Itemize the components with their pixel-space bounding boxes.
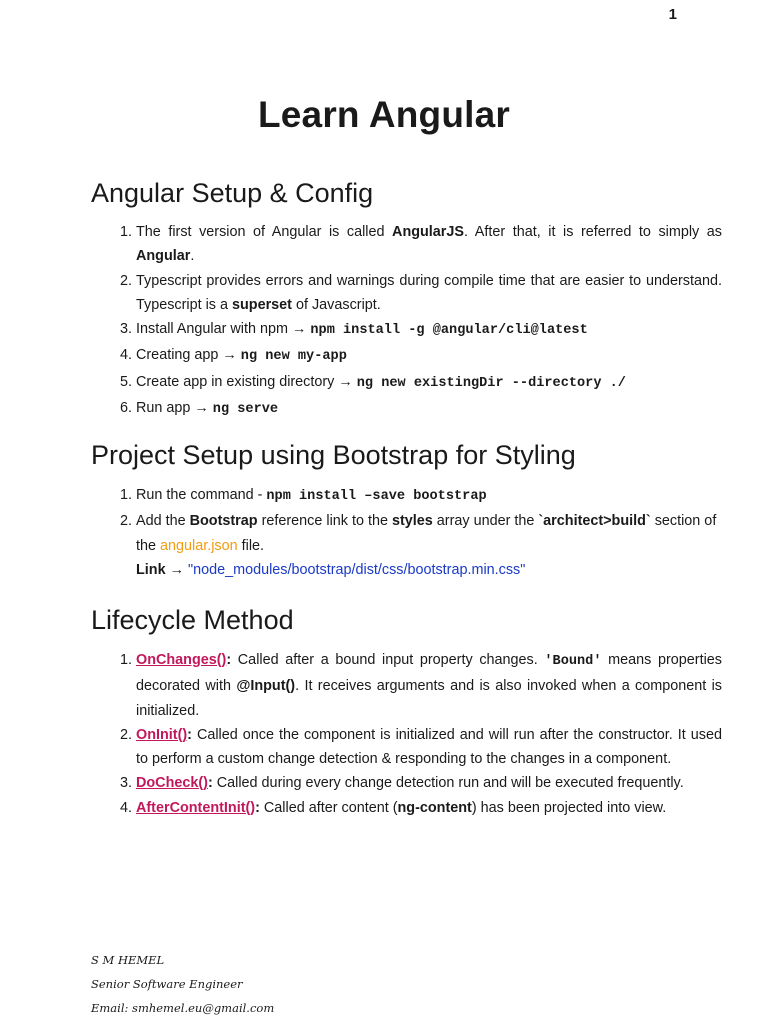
bold-term: Angular xyxy=(136,248,191,265)
section-heading-setup: Angular Setup & Config xyxy=(91,178,374,208)
item-text: means properties decorated with xyxy=(136,652,722,695)
code-snippet: 'Bound' xyxy=(544,654,602,669)
bold-term: `architect>build` xyxy=(538,513,651,530)
bold-term: styles xyxy=(391,513,433,530)
item-text: Run the command - xyxy=(136,487,267,503)
list-item xyxy=(136,269,722,318)
list-item xyxy=(136,220,722,269)
item-text: of Javascript. xyxy=(291,296,381,313)
page-number: 1 xyxy=(668,6,677,23)
item-text: Typescript provides errors and warnings during compile time that are easier to understand. Typescript is a xyxy=(136,272,722,313)
item-text: ) has been projected into view. xyxy=(471,799,667,816)
bold-term: ng-content xyxy=(397,799,472,816)
item-text: . xyxy=(190,248,195,265)
item-text: . It receives arguments and is also invoked when a component is initialized. xyxy=(136,678,722,719)
angular-json-link[interactable]: angular.json xyxy=(160,537,238,554)
link-label: Link xyxy=(136,561,166,578)
item-text: reference link to the xyxy=(257,513,392,530)
aftercontentinit-link[interactable]: AfterContentInit() xyxy=(136,799,256,816)
colon: : xyxy=(255,799,260,816)
code-snippet: npm install –save bootstrap xyxy=(266,489,487,504)
item-text: . After that, it is referred to simply as xyxy=(464,224,722,240)
list-item xyxy=(136,771,722,795)
item-text: Run app → xyxy=(136,400,213,417)
colon: : xyxy=(226,652,232,668)
colon: : xyxy=(187,726,192,743)
arrow-text: → xyxy=(165,561,188,578)
list-item xyxy=(136,796,722,820)
list-item xyxy=(136,370,722,396)
item-text: array under the xyxy=(432,513,539,530)
item-text: section of the xyxy=(136,513,717,554)
author-footer xyxy=(91,948,274,1020)
bootstrap-path-string: "node_modules/bootstrap/dist/css/bootstrap.min.css" xyxy=(187,561,526,578)
author-role: Senior Software Engineer xyxy=(91,977,243,991)
bold-term: superset xyxy=(231,296,292,313)
oninit-link[interactable]: OnInit() xyxy=(136,726,188,743)
list-item xyxy=(136,723,722,772)
section-heading-bootstrap: Project Setup using Bootstrap for Styling xyxy=(91,440,576,470)
item-text: Create app in existing directory → xyxy=(136,373,357,390)
lifecycle-list xyxy=(91,648,722,820)
docheck-link[interactable]: DoCheck() xyxy=(136,775,208,792)
author-email: Email: smhemel.eu@gmail.com xyxy=(91,1001,275,1015)
list-item xyxy=(136,317,722,343)
code-snippet: ng new existingDir --directory ./ xyxy=(356,375,626,391)
item-text: Called during every change detection run and will be executed frequently. xyxy=(212,775,684,792)
bold-term: @Input() xyxy=(236,678,296,695)
onchanges-link[interactable]: OnChanges() xyxy=(136,652,227,668)
list-item xyxy=(136,343,722,369)
code-snippet: ng new my-app xyxy=(240,349,347,365)
item-text: Called once the component is initialized and will run after the constructor. It used to perform a custom change detection & responding to the changes in a component. xyxy=(136,726,722,768)
list-item xyxy=(136,509,722,582)
bold-term: AngularJS xyxy=(392,224,465,240)
code-snippet: npm install -g @angular/cli@latest xyxy=(310,323,588,339)
item-text: Called after content ( xyxy=(259,799,398,816)
code-snippet: ng serve xyxy=(212,402,279,418)
list-item xyxy=(136,648,722,723)
bold-term: Bootstrap xyxy=(189,513,258,530)
item-text: Add the xyxy=(136,513,190,530)
document-title: Learn Angular xyxy=(257,94,511,135)
section-heading-lifecycle: Lifecycle Method xyxy=(91,605,294,635)
bootstrap-list xyxy=(91,483,722,582)
item-text: Install Angular with npm → xyxy=(136,321,311,338)
item-text: file. xyxy=(237,537,265,554)
setup-list xyxy=(91,220,722,422)
item-text: Called after a bound input property changes. xyxy=(231,652,545,668)
list-item xyxy=(136,396,722,422)
item-text: Creating app → xyxy=(136,347,241,364)
item-text: The first version of Angular is called xyxy=(136,224,393,240)
list-item xyxy=(136,483,722,509)
author-name: S M HEMEL xyxy=(91,953,165,967)
colon: : xyxy=(207,775,213,792)
